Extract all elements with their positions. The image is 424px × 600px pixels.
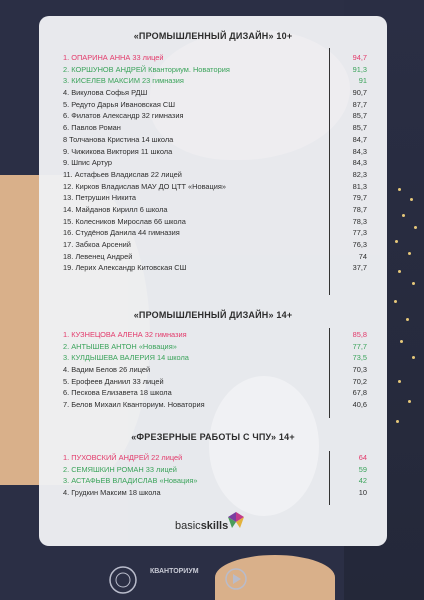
list-item (63, 341, 367, 353)
score-value: 59 (358, 464, 367, 474)
score-value: 78,7 (352, 204, 367, 214)
score-value: 37,7 (352, 263, 367, 273)
list-item (63, 169, 367, 181)
list-item (63, 75, 367, 87)
score-value: 82,3 (352, 169, 367, 179)
list-item (63, 262, 367, 274)
participant-name: 17. Забкоа Арсений (63, 240, 131, 249)
score-value: 85,7 (352, 123, 367, 133)
score-value: 10 (358, 488, 367, 498)
play-logo-icon (224, 567, 248, 591)
score-value: 77,7 (352, 341, 367, 351)
list-item (63, 157, 367, 169)
participant-name: 1. ПУХОВСКИЙ АНДРЕЙ 22 лицей (63, 453, 183, 462)
results-list (63, 52, 367, 274)
list-item (63, 122, 367, 134)
list-item (63, 399, 367, 411)
score-value: 73,5 (352, 353, 367, 363)
score-value: 70,3 (352, 365, 367, 375)
score-value: 67,8 (352, 388, 367, 398)
participant-name: 9. Чижикова Виктория 11 школа (63, 146, 173, 156)
participant-name: 6. Павлов Роман (63, 123, 121, 133)
list-item (63, 251, 367, 263)
score-value: 84,3 (352, 158, 367, 168)
list-item (63, 216, 367, 228)
list-item (63, 52, 367, 64)
section-title: «ФРЕЗЕРНЫЕ РАБОТЫ С ЧПУ» 14+ (131, 432, 295, 442)
participant-name: 18. Левенец Андрей (63, 251, 133, 261)
results-list (63, 329, 367, 411)
logo-text-basic: basic (175, 520, 201, 532)
score-value: 85,8 (352, 330, 367, 339)
score-value: 42 (358, 476, 367, 486)
score-value: 90,7 (352, 88, 367, 98)
participant-name: 2. АНТЫШЕВ АНТОН «Новация» (63, 341, 177, 351)
participant-name: 7. Белов Михаил Кванториум. Новатория (63, 400, 205, 410)
participant-name: 14. Майданов Кирилл 6 школа (63, 204, 168, 214)
logo-text-skills: skills (200, 520, 229, 532)
score-value: 81,3 (352, 181, 367, 191)
list-item (63, 352, 367, 364)
list-item (63, 181, 367, 193)
emblem-icon (108, 565, 138, 595)
participant-name: 16. Студёнов Данила 44 гимназия (63, 228, 180, 238)
participant-name: 8 Толчанова Кристина 14 школа (63, 134, 174, 144)
list-item (63, 475, 367, 487)
participant-name: 5. Редуто Дарья Ивановская СШ (63, 99, 176, 109)
participant-name: 19. Лерих Александр Китовская СШ (63, 263, 187, 273)
participant-name: 4. Викулова Софья РДШ (63, 88, 148, 98)
participant-name: 6. Филатов Александр 32 гимназия (63, 111, 184, 121)
list-item (63, 204, 367, 216)
score-value: 84,7 (352, 134, 367, 144)
score-value: 40,6 (352, 400, 367, 410)
participant-name: 3. КУЛДЫШЕВА ВАЛЕРИЯ 14 школа (63, 353, 189, 363)
participant-name: 15. Колесников Мирослав 66 школа (63, 216, 186, 226)
list-item (63, 387, 367, 399)
participant-name: 12. Кирков Владислав МАУ ДО ЦТТ «Новация» (63, 181, 227, 191)
score-value: 78,3 (352, 216, 367, 226)
participant-name: 11. Астафьев Владислав 22 лицей (63, 169, 182, 179)
participant-name: 2. СЕМЯШКИН РОМАН 33 лицей (63, 464, 177, 474)
participant-name: 1. ОПАРИНА АННА 33 лицей (63, 53, 164, 62)
score-value: 64 (358, 453, 367, 462)
participant-name: 5. Ерофеев Даниил 33 лицей (63, 376, 164, 386)
participant-name: 6. Пескова Елизавета 18 школа (63, 388, 172, 398)
score-value: 70,2 (352, 376, 367, 386)
list-item (63, 452, 367, 464)
score-value: 76,3 (352, 240, 367, 249)
list-item (63, 192, 367, 204)
participant-name: 3. КИСЕЛЕВ МАКСИМ 23 гимназия (63, 76, 184, 86)
participant-name: 1. КУЗНЕЦОВА АЛЕНА 32 гимназия (63, 330, 187, 339)
list-item (63, 464, 367, 476)
score-value: 84,3 (352, 146, 367, 156)
list-item (63, 364, 367, 376)
participant-name: 4. Грудкин Максим 18 школа (63, 488, 161, 498)
participant-name: 2. КОРШУНОВ АНДРЕЙ Кванториум. Новатория (63, 64, 230, 74)
participant-name: 3. АСТАФЬЕВ ВЛАДИСЛАВ «Новация» (63, 476, 198, 486)
score-value: 85,7 (352, 111, 367, 121)
participant-name: 9. Шпис Артур (63, 158, 112, 168)
list-item (63, 376, 367, 388)
list-item (63, 64, 367, 76)
score-value: 79,7 (352, 193, 367, 203)
participant-name: 13. Петрушин Никита (63, 193, 137, 203)
participant-name: 4. Вадим Белов 26 лицей (63, 365, 151, 375)
score-value: 77,3 (352, 228, 367, 238)
list-item (63, 134, 367, 146)
list-item (63, 227, 367, 239)
list-item (63, 87, 367, 99)
list-item (63, 239, 367, 251)
score-value: 91 (358, 76, 367, 86)
logo-mark-icon (228, 512, 244, 530)
list-item (63, 146, 367, 158)
kvantorium-logo (150, 568, 199, 575)
results-list (63, 452, 367, 499)
list-item (63, 487, 367, 499)
list-item (63, 110, 367, 122)
kvantorium-text: КВАНТОРИУМ (150, 568, 199, 575)
score-value: 94,7 (352, 53, 367, 62)
list-item (63, 99, 367, 111)
section-title: «ПРОМЫШЛЕННЫЙ ДИЗАЙН» 14+ (133, 310, 293, 320)
section-title: «ПРОМЫШЛЕННЫЙ ДИЗАЙН» 10+ (133, 31, 293, 41)
score-value: 91,3 (352, 64, 367, 74)
basicskills-logo (175, 520, 228, 532)
score-value: 74 (358, 251, 367, 261)
list-item (63, 329, 367, 341)
score-value: 87,7 (352, 99, 367, 109)
